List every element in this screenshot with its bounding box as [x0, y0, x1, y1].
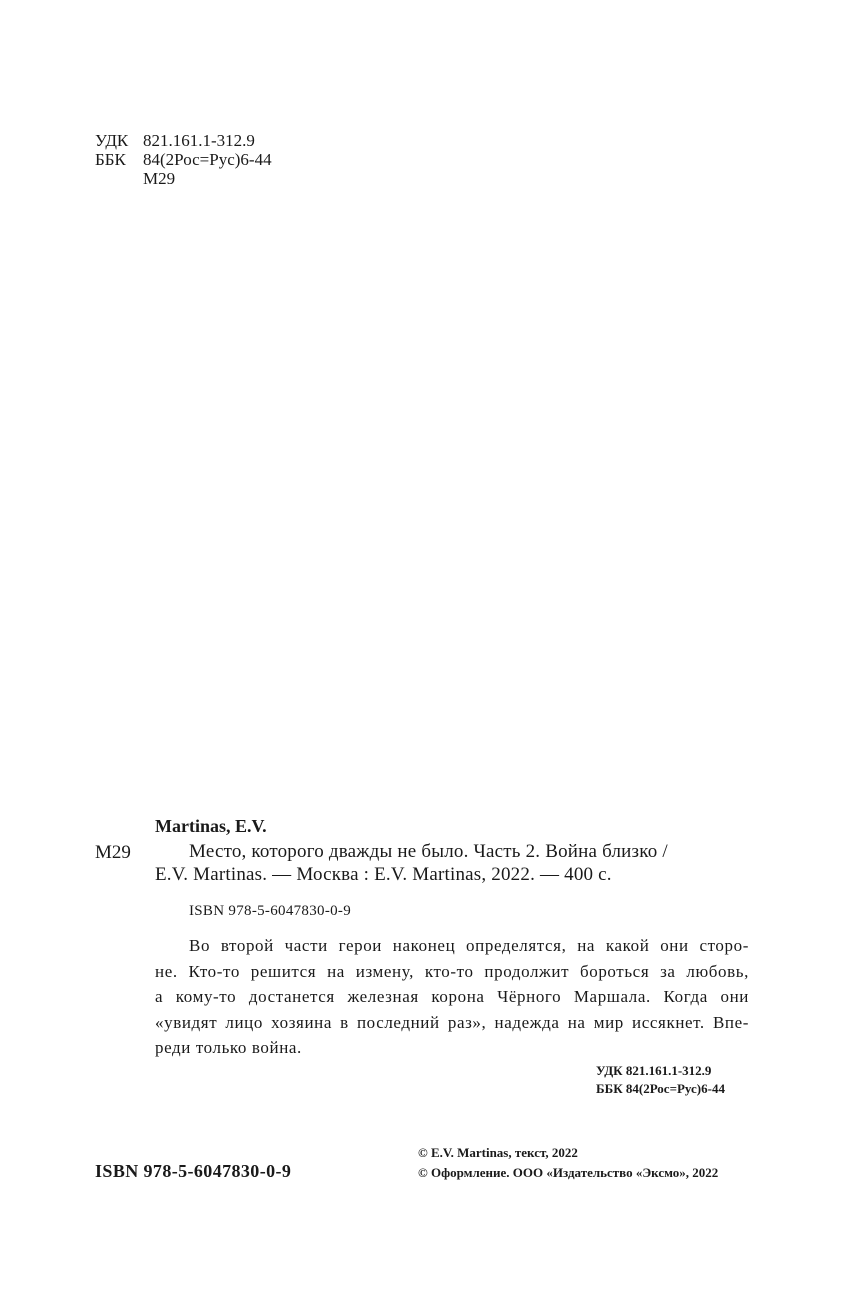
- copyright-design: © Оформление. ООО «Издательство «Эксмо», 2022: [418, 1165, 719, 1180]
- entry-isbn: ISBN 978-5-6047830-0-9: [189, 903, 352, 919]
- copyright-block: [418, 1143, 718, 1183]
- bbk-value: 84(2Рос=Рус)6-44: [143, 150, 272, 169]
- udk-value: 821.161.1-312.9: [143, 131, 255, 150]
- copyright-text: © E.V. Martinas, текст, 2022: [418, 1145, 578, 1160]
- author-heading: Martinas, E.V.: [155, 816, 267, 836]
- annotation-line: не. Кто-то решится на измену, кто-то продолжит бороться за любовь,: [155, 961, 749, 981]
- udk-code: УДК 821.161.1-312.9: [596, 1063, 712, 1078]
- cutter-number-top: М29: [143, 169, 176, 188]
- cutter-number: М29: [95, 842, 131, 863]
- classification-top: [95, 131, 355, 191]
- annotation-line: «увидят лицо хозяина в последний раз», надежда на мир иссякнет. Впе-: [155, 1012, 749, 1032]
- annotation-line: Во второй части герои наконец определятся, на какой они сторо-: [189, 936, 749, 955]
- title-line-1: Место, которого дважды не было. Часть 2. Война близко /: [189, 841, 668, 862]
- annotation: [155, 933, 749, 1061]
- title-line-2: E.V. Martinas. — Москва : E.V. Martinas, 2022. — 400 с.: [155, 864, 612, 885]
- udk-label: УДК: [95, 131, 129, 150]
- bbk-code: ББК 84(2Рос=Рус)6-44: [596, 1081, 725, 1096]
- isbn-main: ISBN 978-5-6047830-0-9: [95, 1161, 292, 1181]
- classification-bottom: [596, 1062, 725, 1098]
- annotation-line: реди только война.: [155, 1038, 302, 1057]
- annotation-line: а кому-то достанется железная корона Чёрного Маршала. Когда они: [155, 987, 749, 1006]
- bbk-label: ББК: [95, 150, 126, 169]
